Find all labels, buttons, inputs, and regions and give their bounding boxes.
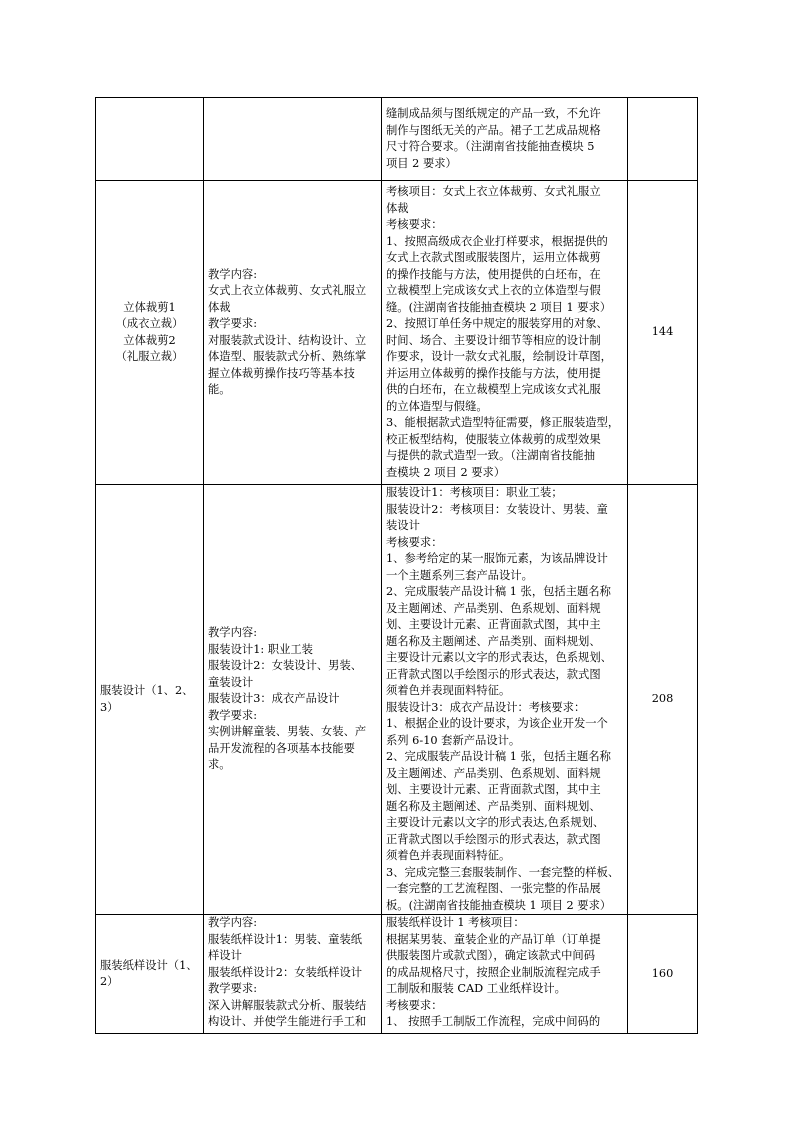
assessment-line: 考核项目：女式上衣立体裁剪、女式礼服立	[386, 185, 601, 198]
teaching-content-line: 服装设计2：女装设计、男装、	[208, 659, 363, 673]
course-name-line: 2）	[100, 975, 119, 988]
assessment-line: 供服装图片或款式图），确定该款式中间码	[386, 949, 595, 962]
teaching-content-line: 求。	[208, 758, 231, 772]
assessment-line: 2、按照订单任务中规定的服装穿用的对象、	[386, 317, 608, 330]
hours-value: 208	[651, 692, 674, 706]
teaching-content-line: 对服装款式设计、结构设计、立	[208, 333, 367, 347]
table-row	[96, 98, 698, 181]
course-name-cell	[96, 181, 204, 485]
assessment-line: 题名称及主题阐述、产品类别、面料规划、	[386, 634, 601, 648]
teaching-content-line: 深入讲解服装款式分析、服装结	[208, 998, 367, 1012]
assessment-cell	[382, 915, 628, 1034]
assessment-line: 3、完成完整三套服装制作、一套完整的样板、	[386, 865, 620, 879]
assessment-line: 作要求，设计一款女式礼服，绘制设计草图，	[386, 350, 612, 363]
assessment-line: 查模块 2 项目 2 要求）	[386, 465, 506, 479]
assessment-line: 尺寸符合要求。（注湖南省技能抽查模块 5	[386, 140, 595, 153]
assessment-line: 划、主要设计元素、正背面款式图，其中主	[386, 618, 601, 631]
assessment-line: 项目 2 要求）	[386, 156, 457, 170]
assessment-line: 的立体造型与假缝。	[386, 399, 488, 413]
assessment-line: 并运用立体裁剪的操作技能与方法，使用提	[386, 366, 601, 380]
assessment-line: 体裁	[386, 201, 409, 215]
teaching-content-cell	[204, 181, 382, 485]
assessment-line: 及主题阐述、产品类别、色系规划、面料规	[386, 601, 601, 615]
assessment-line: 装设计	[386, 519, 420, 532]
hours-cell	[628, 485, 698, 915]
course-name-line: 3）	[100, 700, 119, 714]
course-name-cell	[96, 98, 204, 181]
teaching-content-line: 服装纸样设计2：女装纸样设计	[208, 965, 363, 979]
assessment-line: 正背款式图以手绘图示的形式表达，款式图	[386, 832, 601, 846]
assessment-line: 划、主要设计元素、正背面款式图，其中主	[386, 783, 601, 796]
teaching-content-line: 实例讲解童装、男装、女装、产	[208, 725, 367, 739]
teaching-content-line: 教学内容:	[208, 916, 257, 929]
assessment-line: 考核要求：	[386, 218, 443, 231]
table-row	[96, 485, 698, 915]
course-name-cell	[96, 915, 204, 1034]
assessment-line: 须着色并表现面料特征。	[386, 849, 511, 862]
teaching-content-line: 体造型、服装款式分析、熟练掌	[208, 350, 367, 363]
assessment-line: 服装设计2：考核项目：女装设计、男装、童	[386, 502, 608, 516]
course-name-line: 立体裁剪1	[123, 300, 176, 314]
hours-cell	[628, 98, 698, 181]
course-table	[95, 97, 698, 1034]
course-name-line: 服装纸样设计（1、	[100, 958, 198, 972]
assessment-line: 1、参考给定的某一服饰元素，为该品牌设计	[386, 552, 608, 565]
assessment-line: 制作与图纸无关的产品。裙子工艺成品规格	[386, 123, 601, 137]
assessment-line: 考核要求：	[386, 535, 443, 549]
assessment-line: 板。(注湖南省技能抽查模块 1 项目 2 要求）	[386, 898, 612, 912]
assessment-line: 2、完成服装产品设计稿 1 张，包括主题名称	[386, 585, 611, 598]
assessment-cell	[382, 98, 628, 181]
course-name-line: （成衣立裁）	[115, 317, 184, 330]
hours-value: 160	[651, 966, 674, 980]
assessment-line: 缝。(注湖南省技能抽查模块 2 项目 1 要求）	[386, 300, 612, 314]
assessment-cell	[382, 485, 628, 915]
assessment-line: 主要设计元素以文字的形式表达，色系规划、	[386, 651, 612, 664]
teaching-content-line: 教学内容:	[208, 267, 257, 281]
course-name-cell	[96, 485, 204, 915]
assessment-line: 时间、场合、主要设计细节等相应的设计制	[386, 333, 601, 347]
teaching-content-line: 教学要求:	[208, 982, 257, 995]
teaching-content-cell	[204, 915, 382, 1034]
assessment-line: 女式上衣款式图或服装图片，运用立体裁剪	[386, 251, 601, 264]
table-row	[96, 915, 698, 1034]
teaching-content-line: 能。	[208, 383, 231, 396]
teaching-content-cell	[204, 98, 382, 181]
teaching-content-line: 女式上衣立体裁剪、女式礼服立	[208, 284, 367, 297]
teaching-content-line: 教学内容:	[208, 626, 257, 640]
course-name-line: （礼服立裁）	[115, 350, 184, 363]
assessment-line: 1、按照高级成衣企业打样要求，根据提供的	[386, 234, 608, 248]
assessment-line: 2、完成服装产品设计稿 1 张，包括主题名称	[386, 750, 611, 763]
assessment-line: 服装设计3：成衣产品设计：考核要求：	[386, 700, 586, 714]
assessment-line: 系列 6-10 套新产品设计。	[386, 733, 521, 747]
teaching-content-line: 样设计	[208, 949, 242, 962]
hours-cell	[628, 915, 698, 1034]
hours-cell	[628, 181, 698, 485]
assessment-line: 校正板型结构，使服装立体裁剪的成型效果	[386, 432, 601, 446]
assessment-line: 的操作技能与方法，使用提供的白坯布，在	[386, 267, 601, 281]
assessment-cell	[382, 181, 628, 485]
assessment-line: 须着色并表现面料特征。	[386, 684, 511, 697]
teaching-content-line: 服装纸样设计1：男装、童装纸	[208, 932, 363, 946]
teaching-content-line: 体裁	[208, 300, 231, 314]
teaching-content-line: 构设计、并使学生能进行手工和	[208, 1015, 367, 1028]
teaching-content-line: 童装设计	[208, 675, 254, 689]
assessment-line: 与提供的款式造型一致。（注湖南省技能抽	[386, 449, 595, 462]
assessment-line: 及主题阐述、产品类别、色系规划、面料规	[386, 766, 601, 780]
course-name-line: 服装设计（1、2、	[100, 684, 194, 697]
assessment-line: 1、根据企业的设计要求，为该企业开发一个	[386, 717, 608, 730]
assessment-line: 立裁模型上完成该女式上衣的立体造型与假	[386, 284, 601, 297]
hours-value: 144	[651, 325, 674, 339]
teaching-content-line: 握立体裁剪操作技巧等基本技	[208, 366, 355, 380]
assessment-line: 一个主题系列三套产品设计。	[386, 568, 533, 582]
assessment-line: 服装设计1：考核项目：职业工装；	[386, 486, 563, 499]
assessment-line: 主要设计元素以文字的形式表达,色系规划、	[386, 816, 605, 829]
teaching-content-line: 教学要求:	[208, 317, 257, 330]
teaching-content-line: 教学要求:	[208, 708, 257, 722]
teaching-content-line: 服装设计1: 职业工装	[208, 642, 313, 656]
course-name-line: 立体裁剪2	[123, 333, 176, 347]
assessment-line: 供的白坯布，在立裁模型上完成该女式礼服	[386, 383, 601, 396]
assessment-line: 工制版和服装 CAD 工业纸样设计。	[386, 982, 566, 995]
assessment-line: 考核要求：	[386, 998, 443, 1012]
table-row	[96, 181, 698, 485]
assessment-line: 服装纸样设计 1 考核项目：	[386, 916, 525, 929]
assessment-line: 缝制成品须与图纸规定的产品一致，不允许	[386, 107, 601, 120]
assessment-line: 1、 按照手工制版工作流程，完成中间码的	[386, 1015, 601, 1028]
teaching-content-line: 品开发流程的各项基本技能要	[208, 741, 355, 755]
assessment-line: 3、能根据款式造型特征需要，修正服装造型，	[386, 416, 620, 429]
assessment-line: 一套完整的工艺流程图、一张完整的作品展	[386, 882, 601, 895]
teaching-content-cell	[204, 485, 382, 915]
assessment-line: 的成品规格尺寸，按照企业制版流程完成手	[386, 965, 601, 979]
teaching-content-line: 服装设计3：成衣产品设计	[208, 692, 340, 706]
assessment-line: 正背款式图以手绘图示的形式表达，款式图	[386, 667, 601, 681]
assessment-line: 题名称及主题阐述、产品类别、面料规划、	[386, 799, 601, 813]
assessment-line: 根据某男装、童装企业的产品订单（订单提	[386, 932, 601, 946]
